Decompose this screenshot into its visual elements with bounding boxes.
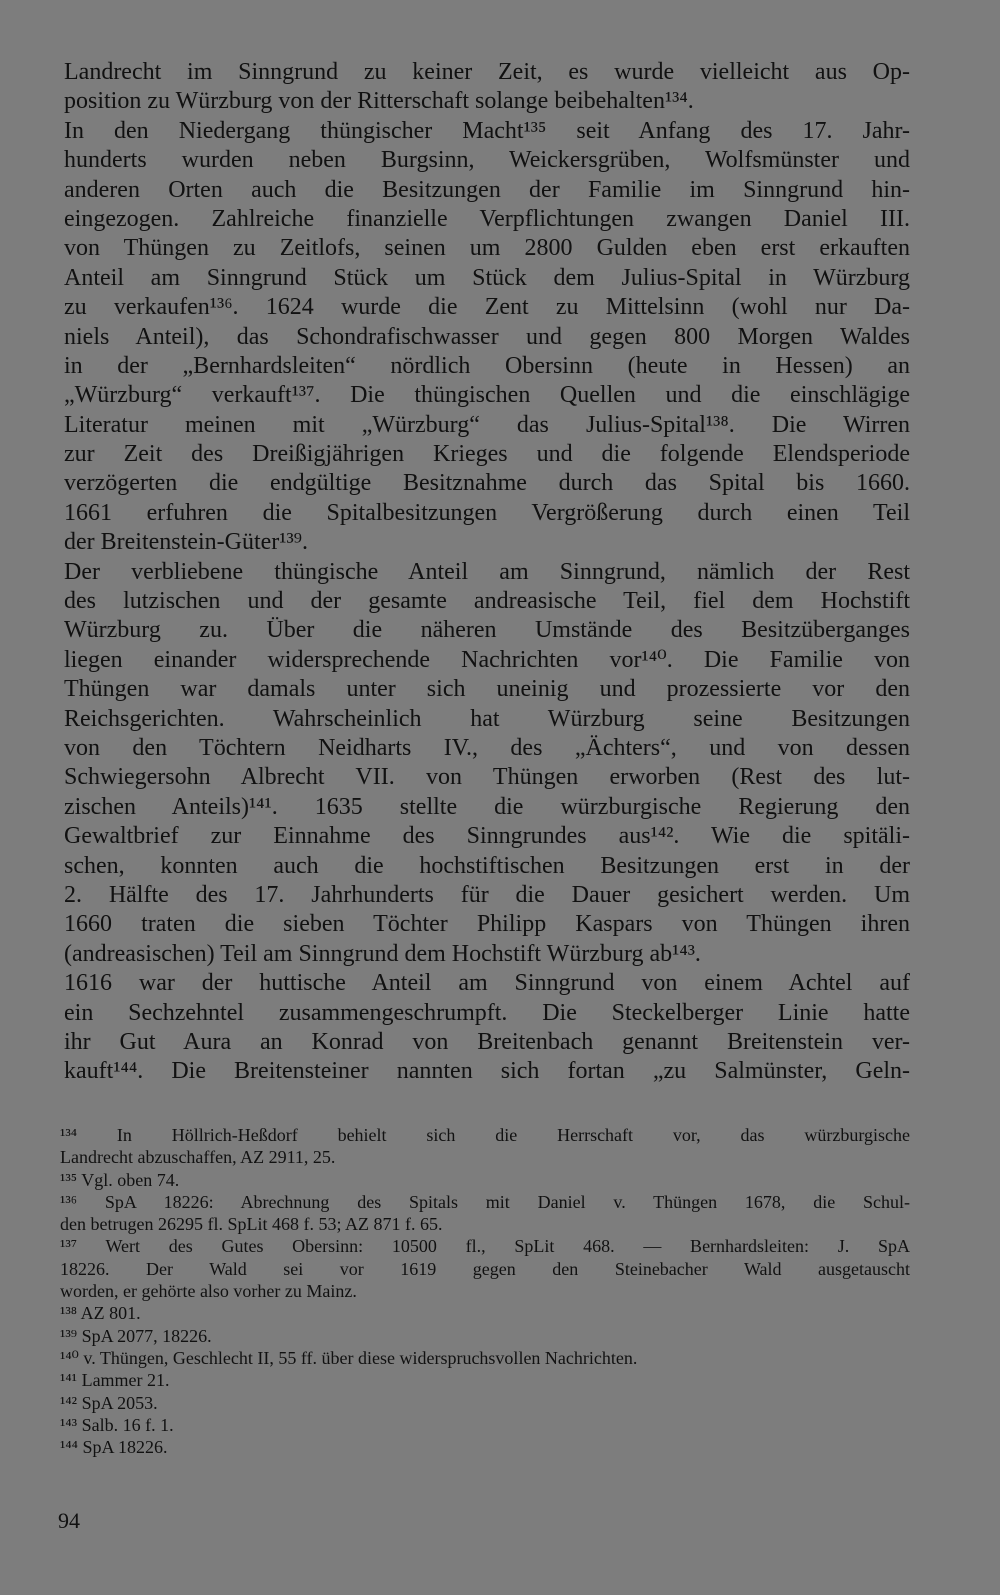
text-line: 2. Hälfte des 17. Jahrhunderts für die Dauer gesichert werden. Um <box>64 881 910 908</box>
text-line: zur Zeit des Dreißigjährigen Krieges und die folgende Elendsperiode <box>64 441 910 468</box>
text-line: Landrecht im Sinngrund zu keiner Zeit, es wurde vielleicht aus Op- <box>64 59 910 85</box>
text-line: 1661 erfuhren die Spitalbesitzungen Vergrößerung durch einen Teil <box>64 499 910 526</box>
body-text <box>64 58 910 1087</box>
text-line: Thüngen war damals unter sich uneinig und prozessierte vor den <box>64 676 910 703</box>
text-line: zu verkaufen¹³⁶. 1624 wurde die Zent zu Mittelsinn (wohl nur Da- <box>64 294 910 321</box>
text-line: Der verbliebene thüngische Anteil am Sinngrund, nämlich der Rest <box>64 558 910 585</box>
text-line: Schwiegersohn Albrecht VII. von Thüngen erworben (Rest des lut- <box>64 764 910 791</box>
text-line: von Thüngen zu Zeitlofs, seinen um 2800 Gulden eben erst erkauften <box>64 235 910 262</box>
text-line: des lutzischen und der gesamte andreasische Teil, fiel dem Hochstift <box>64 588 910 615</box>
footnote-line: ¹³⁶ SpA 18226: Abrechnung des Spitals mit Daniel v. Thüngen 1678, die Schul- <box>60 1191 910 1212</box>
text-line: verzögerten die endgültige Besitznahme durch das Spital bis 1660. <box>64 470 910 497</box>
text-line: 1660 traten die sieben Töchter Philipp Kaspars von Thüngen ihren <box>64 911 910 938</box>
text-line: ihr Gut Aura an Konrad von Breitenbach genannt Breitenstein ver- <box>64 1028 910 1055</box>
footnote-line: den betrugen 26295 fl. SpLit 468 f. 53; AZ 871 f. 65. <box>60 1214 443 1235</box>
text-line: Anteil am Sinngrund Stück um Stück dem Julius-Spital in Würzburg <box>64 264 910 291</box>
text-line: zischen Anteils)¹⁴¹. 1635 stellte die würzburgische Regierung den <box>64 793 910 820</box>
text-line: Gewaltbrief zur Einnahme des Sinngrundes aus¹⁴². Wie die spitäli- <box>64 823 910 850</box>
text-line: in der „Bernhardsleiten“ nördlich Obersinn (heute in Hessen) an <box>64 352 910 379</box>
footnote-line: ¹⁴⁴ SpA 18226. <box>60 1437 168 1458</box>
text-line: Literatur meinen mit „Würzburg“ das Julius-Spital¹³⁸. Die Wirren <box>64 411 910 438</box>
text-line: Reichsgerichten. Wahrscheinlich hat Würzburg seine Besitzungen <box>64 705 910 732</box>
footnote-line: ¹³⁵ Vgl. oben 74. <box>60 1169 180 1190</box>
text-line: schen, konnten auch die hochstiftischen Besitzungen erst in der <box>64 852 910 879</box>
text-line: position zu Würzburg von der Ritterschaft solange beibehalten¹³⁴. <box>64 88 694 115</box>
text-line: liegen einander widersprechende Nachrichten vor¹⁴⁰. Die Familie von <box>64 646 910 673</box>
footnote-line: 18226. Der Wald sei vor 1619 gegen den Steinebacher Wald ausgetauscht <box>60 1258 910 1279</box>
text-line: (andreasischen) Teil am Sinngrund dem Hochstift Würzburg ab¹⁴³. <box>64 940 701 967</box>
text-line: ein Sechzehntel zusammengeschrumpft. Die Steckelberger Linie hatte <box>64 999 910 1026</box>
text-line: eingezogen. Zahlreiche finanzielle Verpflichtungen zwangen Daniel III. <box>64 205 910 232</box>
text-line: 1616 war der huttische Anteil am Sinngrund von einem Achtel auf <box>64 970 910 997</box>
text-line: niels Anteil), das Schondrafischwasser und gegen 800 Morgen Waldes <box>64 323 910 350</box>
text-line: von den Töchtern Neidharts IV., des „Ächters“, und von dessen <box>64 734 910 761</box>
text-line: hunderts wurden neben Burgsinn, Weickersgrüben, Wolfsmünster und <box>64 147 910 174</box>
footnote-line: ¹³⁴ In Höllrich-Heßdorf behielt sich die Herrschaft vor, das würzburgische <box>60 1125 910 1145</box>
footnote-line: Landrecht abzuschaffen, AZ 2911, 25. <box>60 1147 336 1168</box>
text-line: In den Niedergang thüngischer Macht¹³⁵ seit Anfang des 17. Jahr- <box>64 117 910 144</box>
footnote-line: ¹³⁷ Wert des Gutes Obersinn: 10500 fl., SpLit 468. — Bernhardsleiten: J. SpA <box>60 1236 910 1257</box>
footnote-line: ¹⁴² SpA 2053. <box>60 1392 158 1413</box>
text-line: Würzburg zu. Über die näheren Umstände des Besitzüberganges <box>64 617 910 644</box>
footnote-line: worden, er gehörte also vorher zu Mainz. <box>60 1281 357 1302</box>
text-line: der Breitenstein-Güter¹³⁹. <box>64 529 309 556</box>
footnote-line: ¹³⁹ SpA 2077, 18226. <box>60 1325 212 1346</box>
text-line: „Würzburg“ verkauft¹³⁷. Die thüngischen Quellen und die einschlägige <box>64 382 910 409</box>
footnote-line: ¹³⁸ AZ 801. <box>60 1303 141 1324</box>
footnote-line: ¹⁴³ Salb. 16 f. 1. <box>60 1414 174 1435</box>
text-line: kauft¹⁴⁴. Die Breitensteiner nannten sich fortan „zu Salmünster, Geln- <box>64 1058 910 1085</box>
footnotes <box>60 1124 910 1458</box>
text-line: anderen Orten auch die Besitzungen der Familie im Sinngrund hin- <box>64 176 910 203</box>
footnote-line: ¹⁴⁰ v. Thüngen, Geschlecht II, 55 ff. über diese widerspruchsvollen Nachrichten. <box>60 1347 638 1368</box>
page-number: 94 <box>58 1508 80 1533</box>
footnote-line: ¹⁴¹ Lammer 21. <box>60 1370 170 1391</box>
